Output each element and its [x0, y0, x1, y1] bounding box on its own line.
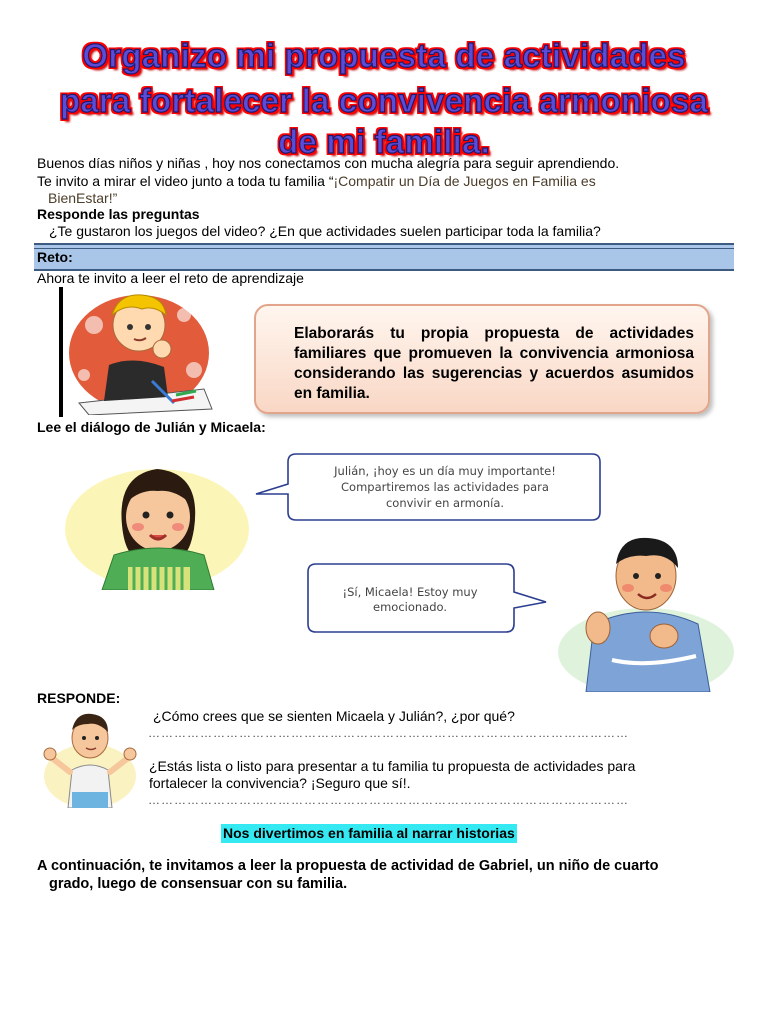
questions-heading: Responde las preguntas [37, 206, 200, 222]
video-title: ¡Compatir un Día de Juegos en Familia es [333, 173, 596, 189]
answer-line-1[interactable]: ………………………………………………………………………………………………… [148, 726, 629, 740]
question-2-line-1: ¿Estás lista o listo para presentar a tu familia tu propuesta de actividades para [149, 758, 636, 774]
boy-thinking-illustration [42, 706, 138, 808]
page-title-line-3: de mi familia. [278, 123, 490, 160]
video-questions: ¿Te gustaron los juegos del video? ¿En que actividades suelen participar toda la familia? [49, 223, 601, 239]
boy-writing-illustration [64, 285, 214, 415]
julian-line-2: emocionado. [373, 600, 447, 614]
page-title-line-1: Organizo mi propuesta de actividades [82, 37, 686, 74]
answer-line-2[interactable]: ………………………………………………………………………………………………… [148, 793, 629, 807]
micaela-illustration [62, 455, 252, 590]
reto-label: Reto: [37, 249, 73, 265]
micaela-line-2: Compartiremos las actividades para [341, 480, 549, 494]
dialog-heading: Lee el diálogo de Julián y Micaela: [37, 419, 266, 435]
reto-intro: Ahora te invito a leer el reto de aprendizaje [37, 270, 304, 286]
invite-prefix: Te invito a mirar el video junto a toda tu familia “ [37, 173, 334, 189]
julian-line-1: ¡Sí, Micaela! Estoy muy [342, 585, 478, 599]
challenge-box [254, 304, 710, 414]
responde-heading: RESPONDE: [37, 690, 121, 706]
page-title-line-2: para fortalecer la convivencia armoniosa [59, 82, 709, 119]
video-title-continued: BienEstar!” [48, 190, 118, 206]
micaela-line-3: convivir en armonía. [385, 496, 505, 510]
highlighted-subtitle: Nos divertimos en familia al narrar historias [223, 825, 515, 841]
question-2-line-2: fortalecer la convivencia? ¡Seguro que sí!. [149, 775, 411, 791]
greeting-text: Buenos días niños y niñas , hoy nos conectamos con mucha alegría para seguir aprendiendo. [37, 155, 620, 171]
closing-paragraph-line-2: grado, luego de consensuar con su familia. [49, 876, 348, 892]
divider-bar [59, 287, 63, 417]
julian-illustration [546, 532, 736, 692]
micaela-line-1: Julián, ¡hoy es un día muy importante! [334, 464, 556, 478]
closing-paragraph-line-1: A continuación, te invitamos a leer la propuesta de actividad de Gabriel, un niño de cuarto [37, 858, 659, 874]
challenge-text: Elaborarás tu propia propuesta de actividades familiares que promueven la convivencia armoniosa considerando las sugerencias y acuerdos asumidos en familia. [294, 325, 694, 402]
question-1: ¿Cómo crees que se sienten Micaela y Julián?, ¿por qué? [153, 708, 515, 724]
reto-bar [34, 243, 734, 271]
video-invite-text [37, 173, 596, 190]
